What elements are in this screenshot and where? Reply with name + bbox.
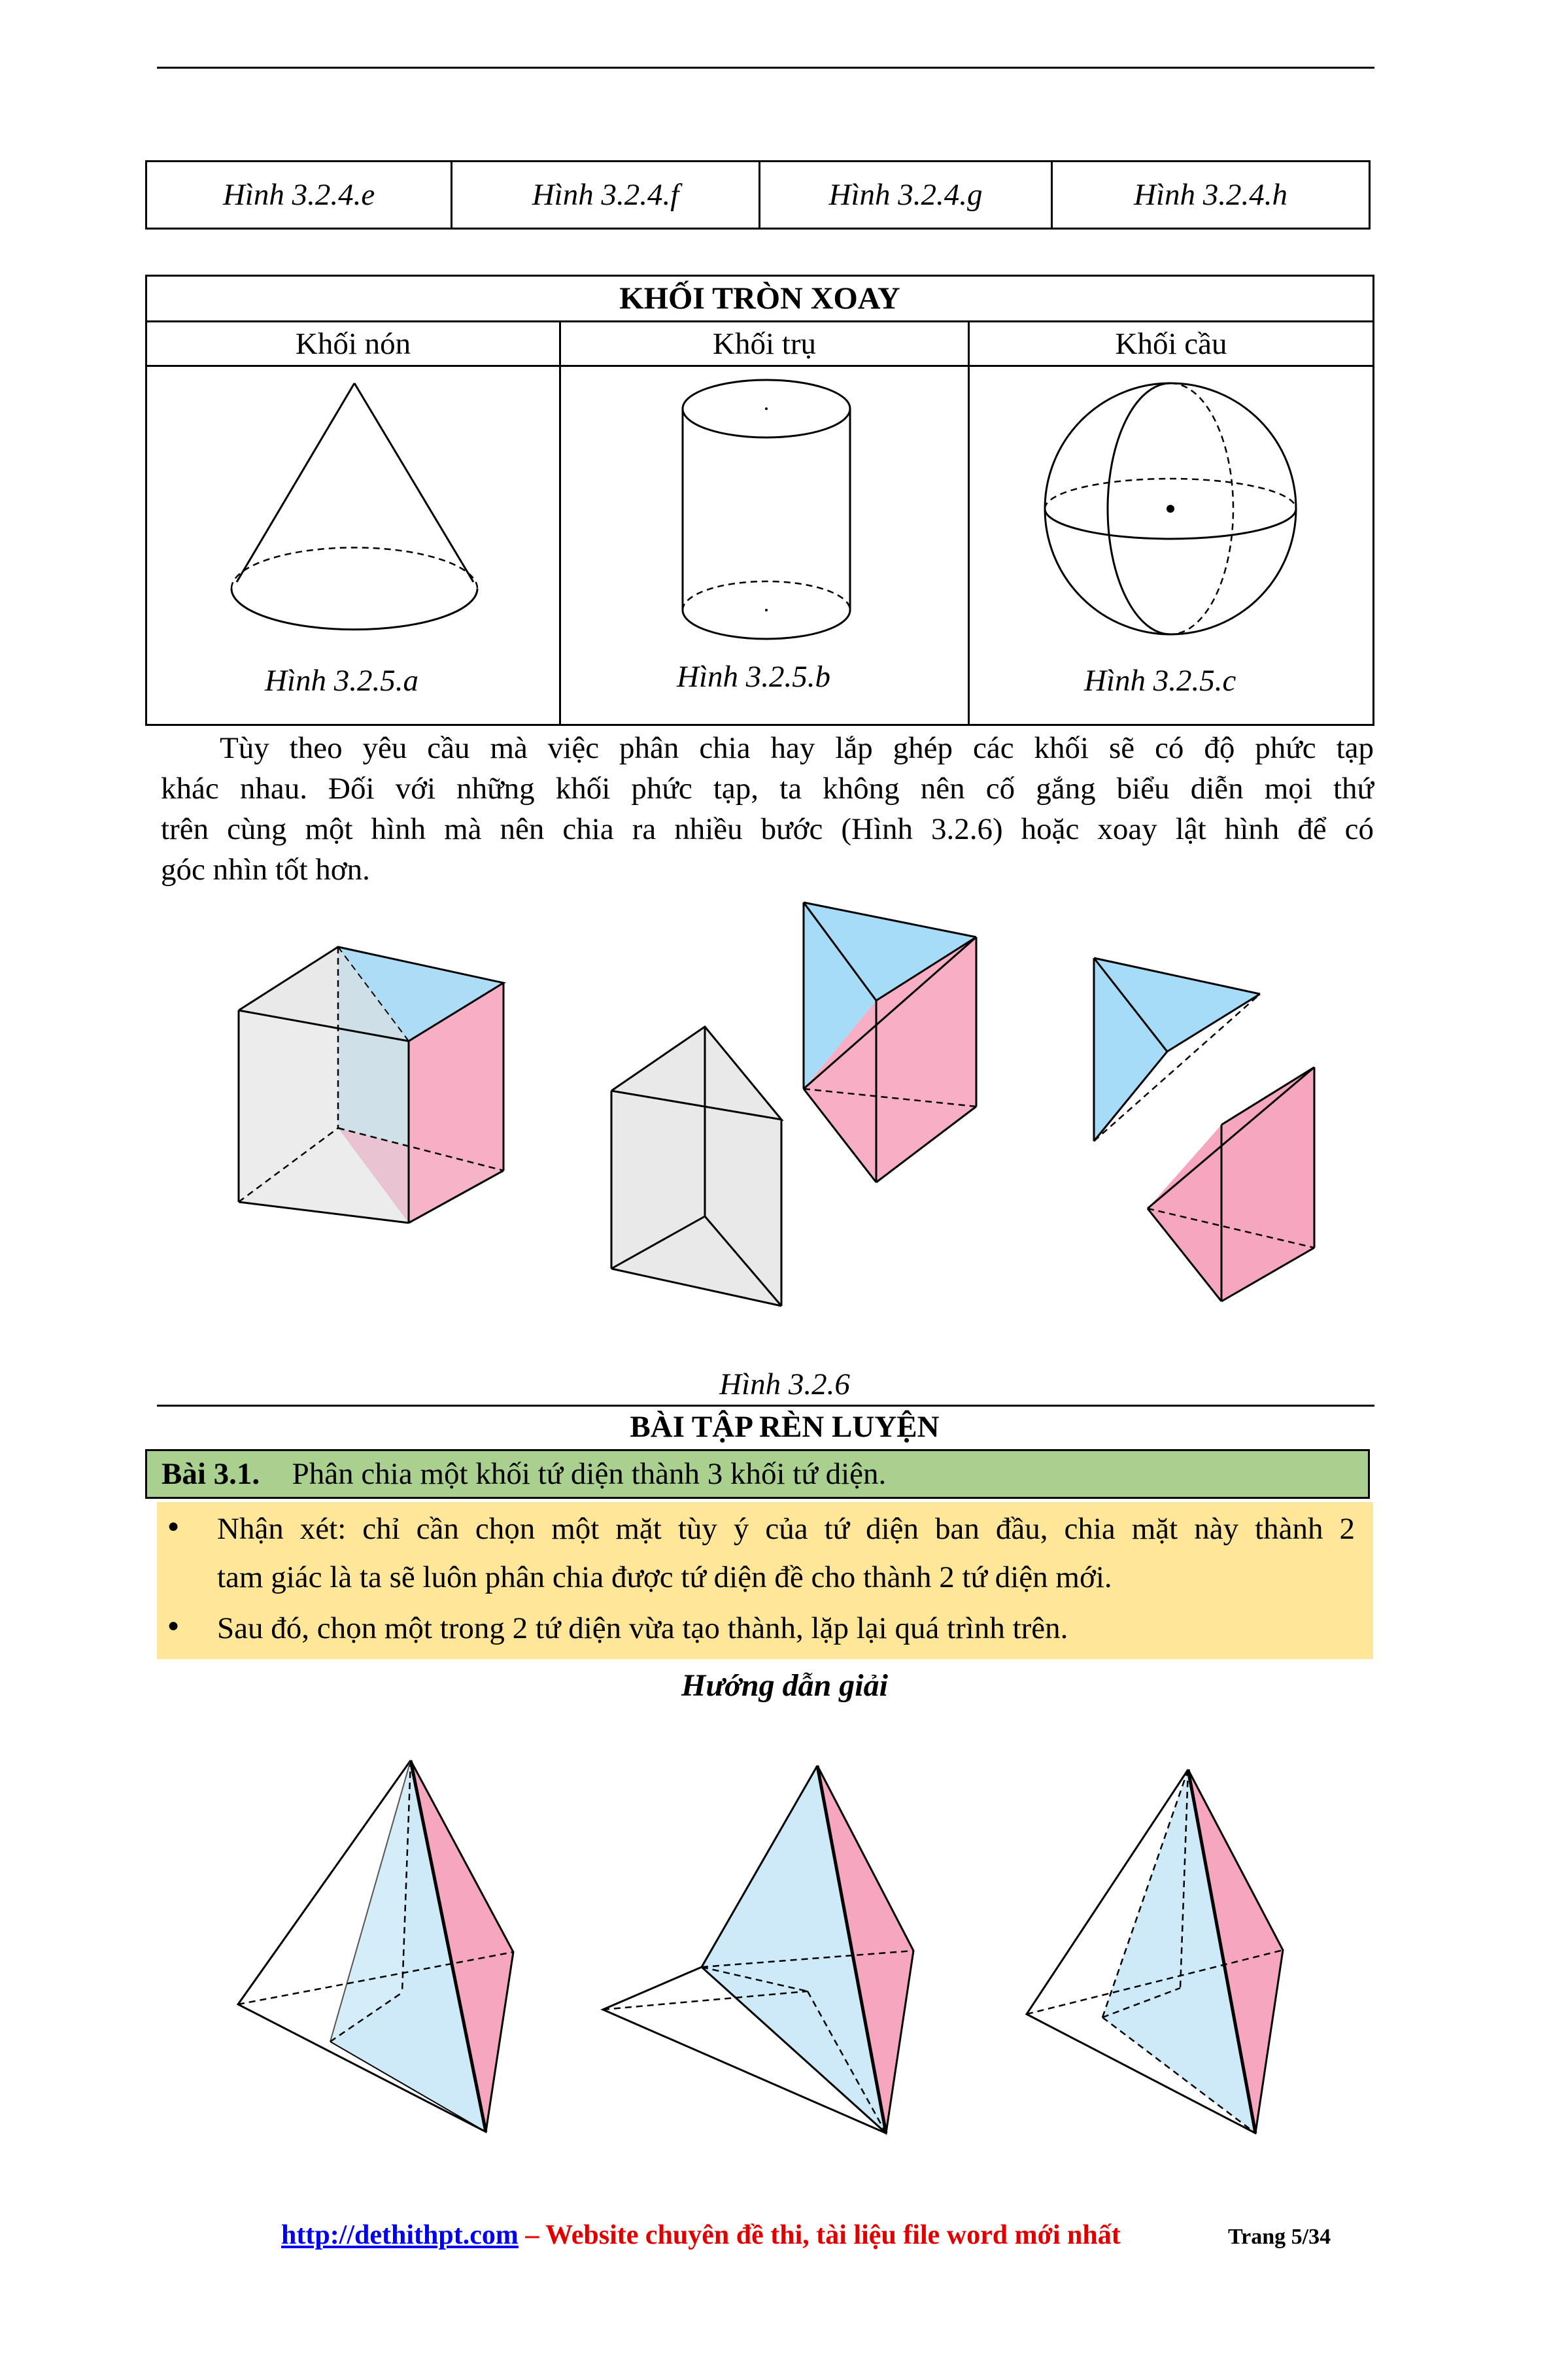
caption-cell: Hình 3.2.4.f xyxy=(452,162,760,229)
bullet-dot: ● xyxy=(167,1515,180,1537)
tetrahedron-3 xyxy=(1027,1770,1283,2133)
bullet-dot: ● xyxy=(167,1615,180,1636)
footer-text: Website chuyên đề thi, tài liệu file word mới nhất xyxy=(545,2220,1121,2250)
paragraph-line: khác nhau. Đối với những khối phức tạp, ta không nên cố gắng biểu diễn mọi thứ xyxy=(161,772,1374,806)
sphere-caption: Hình 3.2.5.c xyxy=(1084,664,1236,698)
col-label-cone: Khối nón xyxy=(146,322,560,366)
paragraph-line: trên cùng một hình mà nên chia ra nhiều bước (Hình 3.2.6) hoặc xoay lật hình để có xyxy=(161,812,1374,846)
footer xyxy=(281,2219,1121,2251)
paragraph-line: Tùy theo yêu cầu mà việc phân chia hay lắp ghép các khối sẽ có độ phức tạp xyxy=(220,731,1374,765)
solution-heading: Hướng dẫn giải xyxy=(681,1668,888,1703)
col-label-cylinder: Khối trụ xyxy=(560,322,969,366)
paragraph-line: góc nhìn tốt hơn. xyxy=(161,853,370,887)
cylinder-caption: Hình 3.2.5.b xyxy=(677,660,830,694)
exercise-text: Phân chia một khối tứ diện thành 3 khối tứ diện. xyxy=(292,1457,887,1491)
footer-separator: – xyxy=(518,2220,546,2250)
tetrahedron-1 xyxy=(238,1760,513,2132)
hint-line: Nhận xét: chỉ cần chọn một mặt tùy ý của tứ diện ban đầu, chia mặt này thành 2 xyxy=(217,1512,1355,1546)
caption-cell: Hình 3.2.4.g xyxy=(760,162,1052,229)
cone-caption: Hình 3.2.5.a xyxy=(265,664,418,698)
tetrahedron-2 xyxy=(603,1766,913,2133)
hint-line: tam giác là ta sẽ luôn phân chia được tứ diện đề cho thành 2 tứ diện mới. xyxy=(217,1560,1112,1594)
footer-link[interactable]: http://dethithpt.com xyxy=(281,2220,519,2250)
exercise-label: Bài 3.1. xyxy=(162,1457,260,1491)
caption-cell: Hình 3.2.4.h xyxy=(1052,162,1370,229)
page-number: Trang 5/34 xyxy=(1228,2225,1331,2249)
col-label-sphere: Khối cầu xyxy=(969,322,1374,366)
table-title: KHỐI TRÒN XOAY xyxy=(146,276,1374,322)
caption-cell: Hình 3.2.4.e xyxy=(146,162,452,229)
exercises-heading: BÀI TẬP RÈN LUYỆN xyxy=(630,1410,940,1444)
hint-line: Sau đó, chọn một trong 2 tứ diện vừa tạo thành, lặp lại quá trình trên. xyxy=(217,1611,1068,1645)
figure-3-2-6-caption: Hình 3.2.6 xyxy=(719,1367,850,1401)
